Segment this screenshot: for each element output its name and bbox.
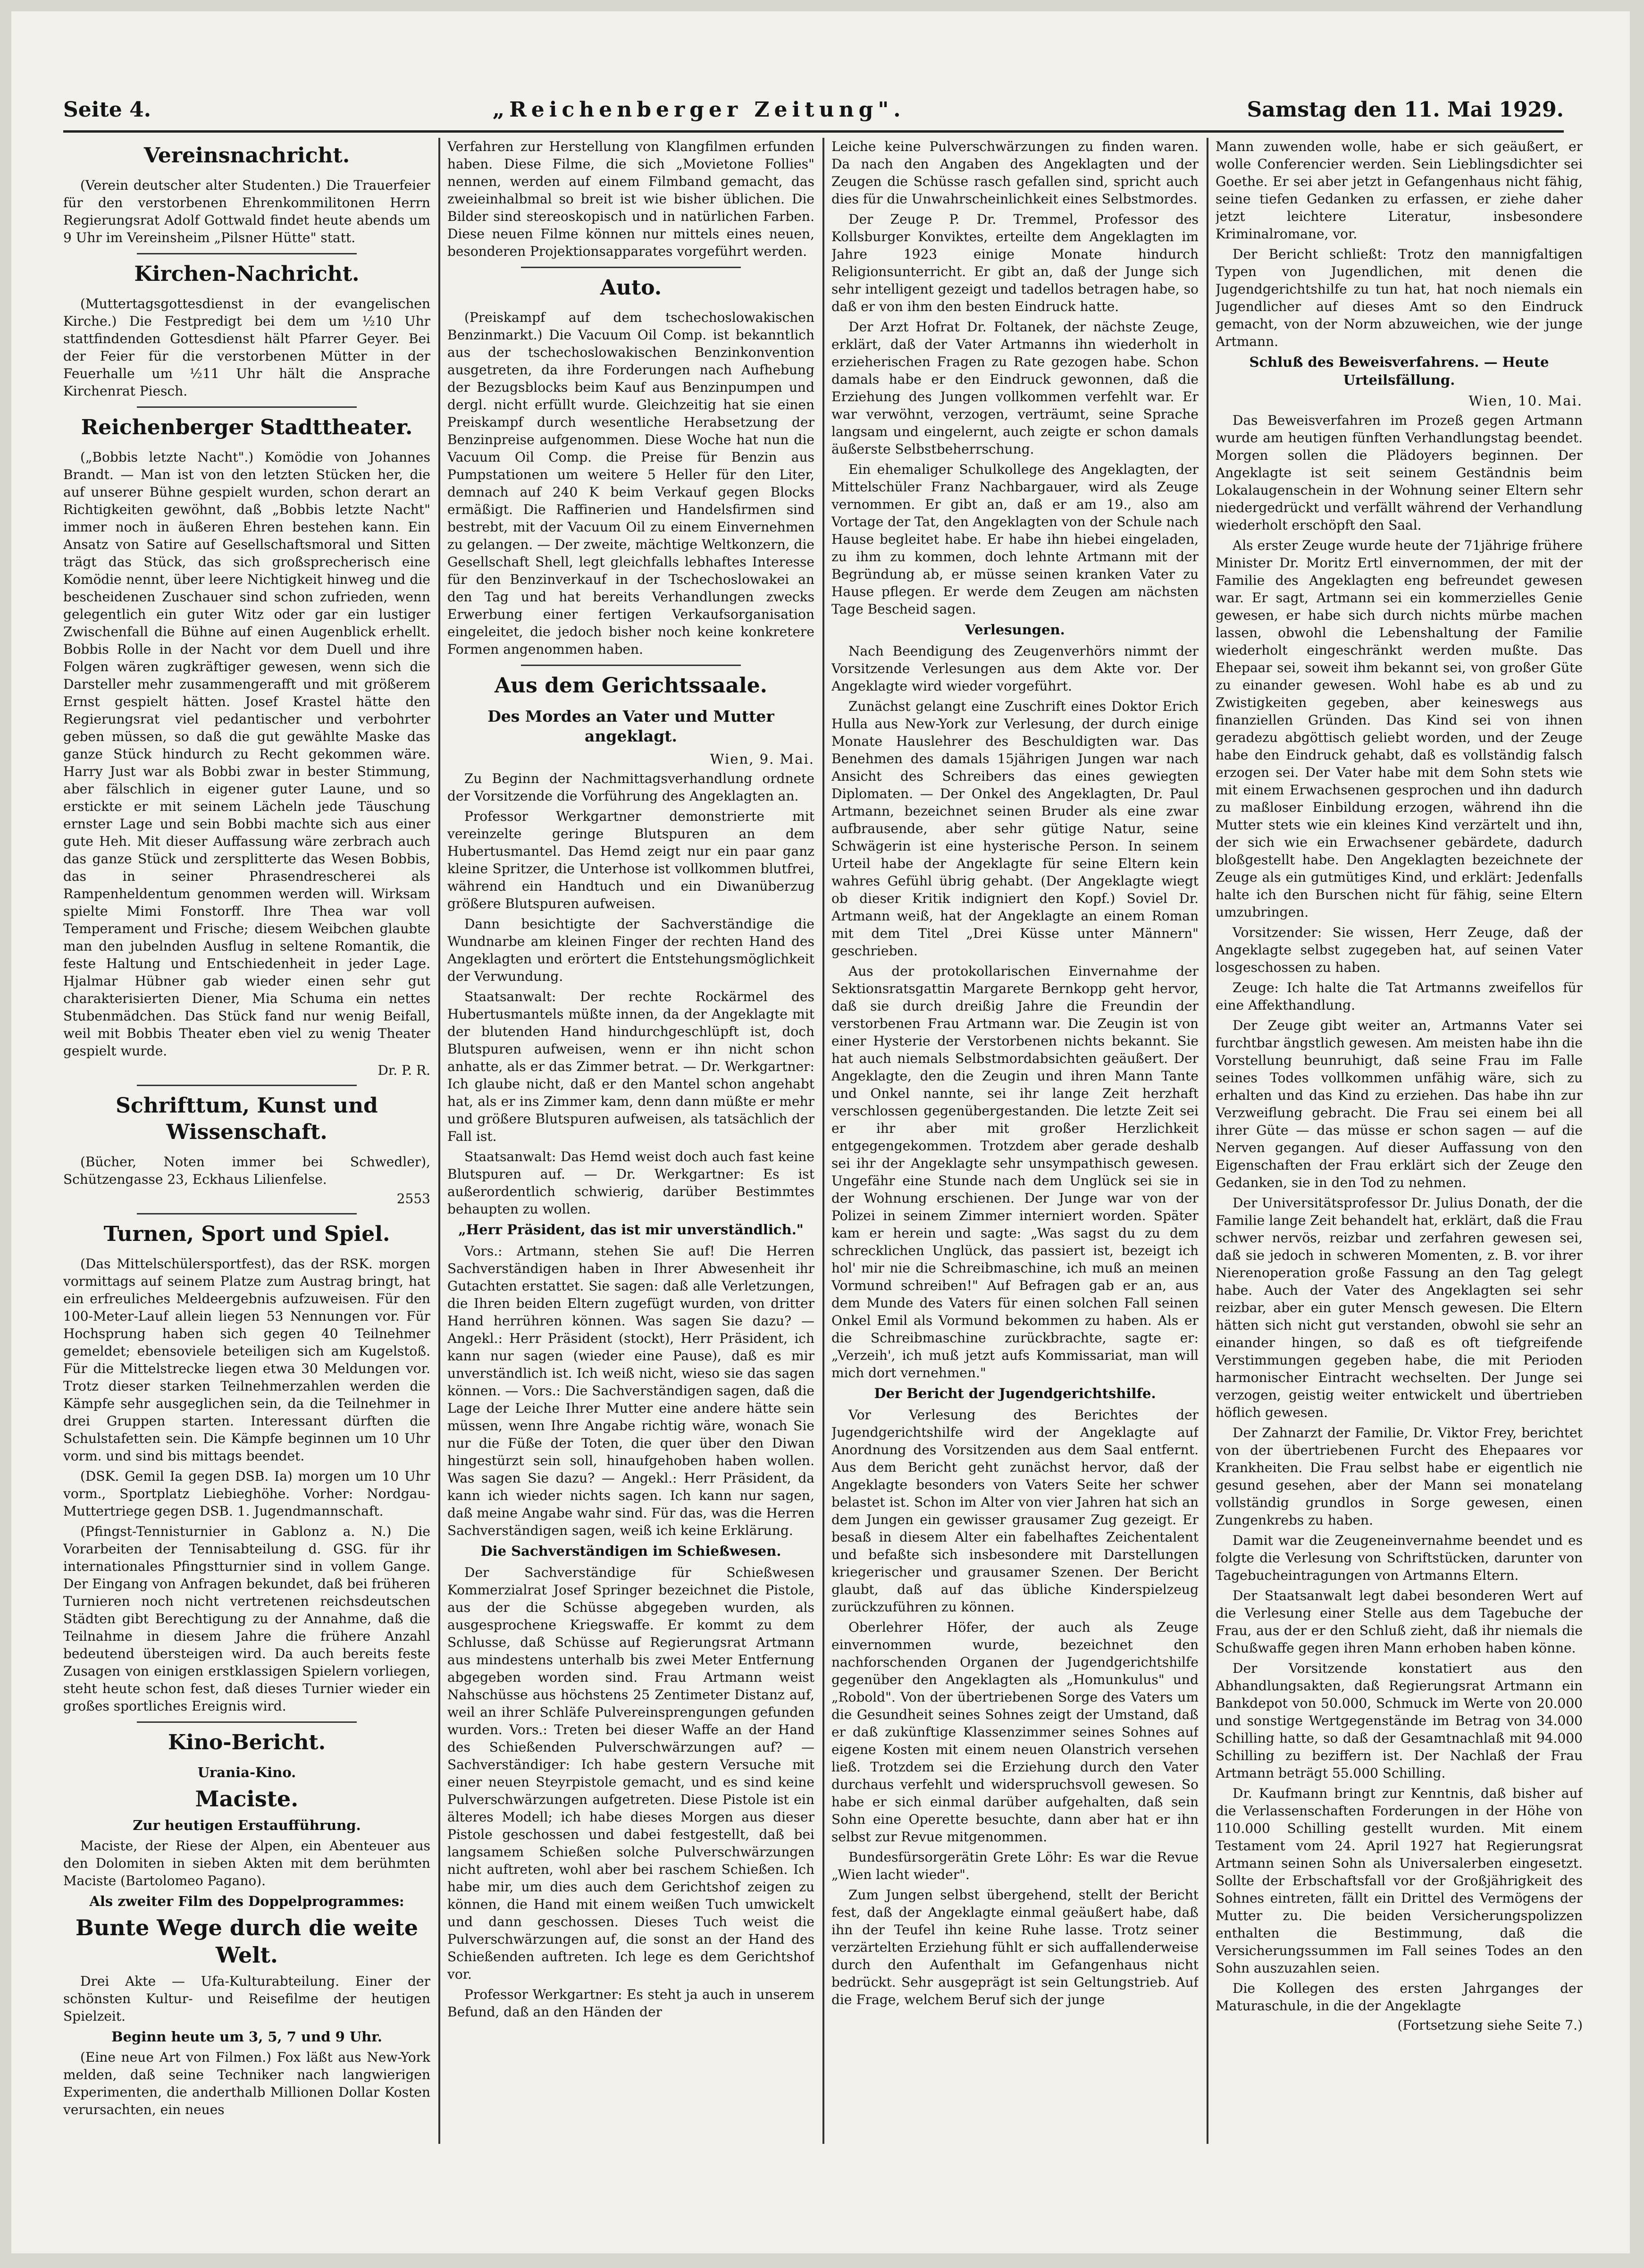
column-divider bbox=[822, 138, 824, 2144]
article-subheading: Zur heutigen Erstaufführung. bbox=[133, 1817, 361, 1833]
issue-date: Samstag den 11. Mai 1929. bbox=[1247, 97, 1564, 122]
article-paragraph: („Bobbis letzte Nacht".) Komödie von Johannes Brandt. — Man ist von den letzten Stücken her, die auf unserer Bühne gespielt wurden, schon derart an Richtigkeiten gewöhnt, daß „Bobbis letzte Nacht" immer noch in äußeren Ehren bestehen kann. Ein Ansatz von Satire auf Gesellschaftsmoral und Sitten trägt das Stück, das sich großsprecherisch eine Komödie nennt, über leere Nichtigkeit hinweg und die bescheidenen Zuschauer sind schon zufrieden, wenn gelegentlich ein guter Witz oder gar ein lustiger Zwischenfall die Bühne auf einen Augenblick erhellt. Bobbis Rolle in der Nacht vor dem Duell und ihre Folgen wären zugkräftiger gewesen, wenn sich die Darsteller mehr zusammengerafft und mit größerem Ernst gespielt hätten. Josef Krastel hätte den Regierungsrat viel pedantischer und verbohrter geben müssen, so daß die gut gewählte Maske das ganze Stück hindurch zu Recht gekommen wäre. Harry Just war als Bobbi zwar in bester Stimmung, aber fälschlich in eigener guter Laune, und so erstickte er mit seinem Lächeln jede Täuschung ernster Lage und sein Bobbi machte sich aus einer gute Heh. Mit dieser Auffassung wäre zerbrach auch das ganze Stück und zersplitterte das Wesen Bobbis, das in seiner Phrasendrescherei als Rampenheldentum genommen werden will. Wirksam spielte Mimi Fonstorff. Ihre Thea war voll Temperament und Frische; diesem Weibchen glaubte man den jubelnden Ausflug in seltene Romantik, die feste Haltung und Entschiedenheit in jeder Lage. Hjalmar Hübner gab wieder einen sehr gut charakterisierten Diener, Mia Schuma ein nettes Stubenmädchen. Das Stück fand nur wenig Beifall, weil mit Bobbis Theater eben viel zu wenig Theater gespielt wurde. bbox=[63, 449, 430, 1059]
section-heading: Turnen, Sport und Spiel. bbox=[103, 1222, 390, 1246]
section-heading: Kirchen-Nachricht. bbox=[134, 262, 360, 286]
article-paragraph: Damit war die Zeugeneinvernahme beendet und es folgte die Verlesung von Schriftstücken, darunter von Tagebucheintragungen von Artmanns Eltern. bbox=[1216, 1533, 1583, 1583]
article-subheading: Als zweiter Film des Doppelprogrammes: bbox=[89, 1893, 404, 1909]
article-paragraph: Leiche keine Pulverschwärzungen zu finden waren. Da nach den Angaben des Angeklagten und der Zeugen die Schüsse rasch gefallen sind, spricht auch dies für die Unwahrscheinlichkeit eines Selbstmordes. bbox=[831, 139, 1199, 207]
page-header bbox=[63, 91, 1564, 128]
section-divider bbox=[137, 1721, 357, 1723]
article-paragraph: Professor Werkgartner demonstrierte mit vereinzelte geringe Blutspuren an dem Hubertusmantel. Das Hemd zeigt nur ein paar ganz kleine Spritzer, die Unterhose ist vollkommen blutfrei, während ein Handtuch und ein Diwanüberzug größere Blutspuren aufweisen. bbox=[447, 809, 814, 911]
article-paragraph: Der Zeuge P. Dr. Tremmel, Professor des Kollsburger Konviktes, erteilte dem Angeklagten im Jahre 1923 einige Monate hindurch Religionsunterricht. Er gibt an, daß der Junge sich sehr intelligent gezeigt und tadellos betragen habe, so daß er von ihm den besten Eindruck hatte. bbox=[831, 211, 1199, 314]
article-paragraph: Bundesfürsorgerätin Grete Löhr: Es war die Revue „Wien lacht wieder". bbox=[831, 1849, 1199, 1882]
film-title: Bunte Wege durch die weite Welt. bbox=[75, 1915, 418, 1968]
article-paragraph: Professor Werkgartner: Es steht ja auch in unserem Befund, daß an den Händen der bbox=[447, 1987, 814, 2020]
column-3 bbox=[831, 138, 1199, 2144]
article-paragraph: Der Bericht schließt: Trotz den mannigfaltigen Typen von Jugendlichen, mit denen die Jugendgerichtshilfe zu tun hat, hat noch niemals ein Jugendlicher auf dieses Amt so den Eindruck gemacht, von der Norm abzuweichen, wie der junge Artmann. bbox=[1216, 246, 1583, 349]
section-divider bbox=[521, 267, 741, 268]
article-paragraph: Nach Beendigung des Zeugenverhörs nimmt der Vorsitzende Verlesungen aus dem Akte vor. Der Angeklagte wird wieder vorgeführt. bbox=[831, 643, 1199, 694]
article-paragraph: Die Kollegen des ersten Jahrganges der Maturaschule, in die der Angeklagte bbox=[1216, 1981, 1583, 2014]
article-paragraph: Verfahren zur Herstellung von Klangfilmen erfunden haben. Diese Filme, die sich „Movietone Follies" nennen, werden auf einem Filmband gemacht, das zweieinhalbmal so breit ist wie bisher üblichen. Die Bilder sind stereoskopisch und in natürlichen Farben. Diese neuen Filme können nur mittels eines neuen, besonderen Projektionsapparates vorgeführt werden. bbox=[447, 139, 814, 259]
section-divider bbox=[137, 1213, 357, 1214]
continuation-note: (Fortsetzung siehe Seite 7.) bbox=[1397, 2017, 1583, 2033]
article-paragraph: Mann zuwenden wolle, habe er sich geäußert, er wolle Conferencier werden. Sein Lieblingsdichter sei Goethe. Er sei aber jetzt in Gefangenhaus nicht fähig, seine tiefen Gedanken zu erfassen, er ziehe daher jetzt leichtere Literatur, insbesondere Kriminalromane, vor. bbox=[1216, 139, 1583, 242]
article-paragraph: Vor Verlesung des Berichtes der Jugendgerichtshilfe wird der Angeklagte auf Anordnung des Vorsitzenden aus dem Saal entfernt. Aus dem Bericht geht zunächst hervor, daß der Angeklagte besonders von Vaters Seite her schwer belastet ist. Schon im Alter von vier Jahren hat sich an dem Jungen ein gewisser grausamer Zug gezeigt. Er besaß in diesem Alter ein fabelhaftes Zeichentalent und befaßte sich insbesondere mit Darstellungen kriegerischer und grausamer Szenen. Der Bericht glaubt, daß auf das übliche Kinderspielzeug zurückzuführen zu können. bbox=[831, 1407, 1199, 1615]
article-paragraph: (Pfingst-Tennisturnier in Gablonz a. N.) Die Vorarbeiten der Tennisabteilung d. GSG. für ihr internationales Pfingstturnier sind in vollem Gange. Der Eingang von Anfragen bekundet, daß bei früheren Turnieren noch nicht vertretenen reichsdeutschen Städten gibt Berechtigung zu der Annahme, daß die Teilnahme in diesem Jahre die frühere Anzahl bedeutend übersteigen wird. Da auch bereits feste Zusagen von einigen erstklassigen Spielern vorliegen, steht heute schon fest, daß dieses Turnier wieder ein großes sportliches Ereignis wird. bbox=[63, 1524, 430, 1714]
article-paragraph: Als erster Zeuge wurde heute der 71jährige frühere Minister Dr. Moritz Ertl einvernommen, der mit der Familie des Angeklagten eng befreundet gewesen war. Er sagt, Artmann sei ein kommerzielles Genie gewesen, er habe sich durch nichts mürbe machen lassen, obwohl die Lebenshaltung der Familie wiederholt eingeschränkt werden mußte. Das Ehepaar sei, soweit ihm bekannt sei, von großer Güte zu einander gewesen. Wohl habe es ab und zu Zwistigkeiten gegeben, aber keineswegs aus finanziellen Gründen. Das Kind sei von ihnen geradezu abgöttisch geliebt worden, und der Zeuge habe den Eindruck gehabt, daß es vollständig falsch erzogen sei. Der Vater habe mit dem Sohn stets wie mit einem Erwachsenen gesprochen und ihn dadurch zu maßloser Einbildung erzogen, während ihn die Mutter stets wie ein kleines Kind verzärtelt und ihn, der sich wie ein Erwachsener gebärdete, dadurch bloßgestellt habe. Den Angeklagten bezeichnete der Zeuge als ein gutmütiges Kind, und erklärt: Jedenfalls halte ich den Burschen nicht für fähig, seine Eltern umzubringen. bbox=[1216, 538, 1583, 920]
article-paragraph: Der Arzt Hofrat Dr. Foltanek, der nächste Zeuge, erklärt, daß der Vater Artmanns ihn wiederholt in erzieherischen Fragen zu Rate gezogen habe. Schon damals habe er den Eindruck gewonnen, daß die Erziehung des Jungen vollkommen verfehlt war. Er war verwöhnt, verzogen, verträumt, seine Sprache langsam und eingelernt, auch zeigte er schon damals äußerste Selbstbeherrschung. bbox=[831, 319, 1199, 457]
article-paragraph: Zunächst gelangt eine Zuschrift eines Doktor Erich Hulla aus New-York zur Verlesung, der durch einige Monate Hauslehrer des Beschuldigten war. Das Benehmen des damals 15jährigen Jungen war nach Ansicht des Schreibers das eines gewiegten Diplomaten. — Der Onkel des Angeklagten, Dr. Paul Artmann, bezeichnet seinen Bruder als eine zwar aufbrausende, aber sehr gütige Natur, seine Schwägerin ist eine hysterische Person. In seinem Urteil habe der Angeklagte für seine Eltern kein wahres Gefühl übrig gehabt. (Der Angeklagte wiegt ob dieser Kritik indigniert den Kopf.) Soviel Dr. Artmann weiß, hat der Angeklagte an einem Roman mit dem Titel „Drei Küsse unter Männern" geschrieben. bbox=[831, 699, 1199, 959]
film-title: Maciste. bbox=[195, 1786, 299, 1812]
article-paragraph: Der Vorsitzende konstatiert aus den Abhandlungsakten, daß Regierungsrat Artmann ein Bankdepot von 50.000, Schmuck im Werte von 20.000 und sonstige Wertgegenstände im Betrag von 34.000 Schilling hatte, so daß der Gesamtnachlaß mit 94.000 Schilling zu beziffern ist. Der Nachlaß der Frau Artmann beträgt 55.000 Schilling. bbox=[1216, 1661, 1583, 1781]
page-number: Seite 4. bbox=[63, 97, 151, 122]
article-paragraph: Aus der protokollarischen Einvernahme der Sektionsratsgattin Margarete Bernkopp geht hervor, daß sie durch dreißig Jahre die Freundin der verstorbenen Frau Artmann war. Die Zeugin ist von einer Hysterie der Verstorbenen nichts bekannt. Sie hat auch niemals Selbstmordabsichten geäußert. Der Angeklagte, den die Zeugin und ihren Mann Tante und Onkel nannte, sei ihr lange Zeit herzhaft verschlossen gegenübergestanden. Die letzte Zeit sei er ihr aber mit großer Herzlichkeit entgegengekommen. Trotzdem aber gerade deshalb sei ihr der Angeklagte sehr unsympathisch gewesen. Ungefähr eine Stunde nach dem Unglück sei sie in der Wohnung erschienen. Der Junge war von der Polizei in seinem Zimmer interniert worden. Später kam er herein und sagte: „Was sagst du zu dem schrecklichen Unglück, das passiert ist, bezeigt ich hol' mir nie die Schreibmaschine, ich muß an meinen Vormund schreiben!" Auf Befragen gab er an, aus dem Munde des Vaters für einen solchen Fall seinen Onkel Emil als Vormund bekommen zu haben. Als er die Schreibmaschine zurückbrachte, sagte er: „Verzeih', ich muß jetzt aufs Kommissariat, man will mich dort vernehmen." bbox=[831, 963, 1199, 1381]
showtimes: Beginn heute um 3, 5, 7 und 9 Uhr. bbox=[111, 2029, 382, 2045]
article-headline: Des Mordes an Vater und Mutter angeklagt. bbox=[487, 707, 774, 745]
article-subheading: Schluß des Beweisverfahrens. — Heute Urteilsfällung. bbox=[1249, 354, 1549, 388]
article-paragraph: (DSK. Gemil Ia gegen DSB. Ia) morgen um 10 Uhr vorm., Sportplatz Liebieghöhe. Vorher: Nordgau-Muttertriege gegen DSB. 1. Jugendmannschaft. bbox=[63, 1468, 430, 1519]
section-heading: Aus dem Gerichtssaale. bbox=[494, 674, 767, 698]
article-paragraph: (Preiskampf auf dem tschechoslowakischen Benzinmarkt.) Die Vacuum Oil Comp. ist bekanntlich aus der tschechoslowakischen Benzinkonvention ausgetreten, da ihre Forderungen nach Aufhebung der Bezugsblocks beim Kauf aus Benzinpumpen und dergl. nicht erfüllt wurde. Gleichzeitig hat sie einen Preiskampf durch wesentliche Herabsetzung der Benzinpreise aufgenommen. Diese Woche hat nun die Vacuum Oil Comp. die Preise für Benzin aus Pumpstationen um weitere 5 Heller für den Liter, demnach auf 240 K beim Verkauf gegen Blocks ermäßigt. Die Raffinerien und Handelsfirmen sind bestrebt, mit der Vacuum Oil zu einem Einvernehmen zu gelangen. — Der zweite, mächtige Weltkonzern, die Gesellschaft Shell, legt gleichfalls lebhaftes Interesse für den Benzinverkauf in der Tschechoslowakei an den Tag und hat bereits Verhandlungen zwecks Erwerbung einer fertigen Verkaufsorganisation eingeleitet, die jedoch bisher noch keine konkretere Formen angenommen haben. bbox=[447, 310, 814, 657]
section-divider bbox=[137, 253, 357, 254]
article-paragraph: Das Beweisverfahren im Prozeß gegen Artmann wurde am heutigen fünften Verhandlungstag beendet. Morgen sollen die Plädoyers beginnen. Der Angeklagte ist seit seinem Geständnis beim Lokalaugenschein in der Wohnung seiner Eltern sehr niedergedrückt und verfällt während der Verhandlung wiederholt erschöpft den Saal. bbox=[1216, 413, 1583, 533]
article-paragraph: Staatsanwalt: Das Hemd weist doch auch fast keine Blutspuren auf. — Dr. Werkgartner: Es ist außerordentlich schwierig, darüber Bestimmtes behaupten zu wollen. bbox=[447, 1149, 814, 1217]
article-paragraph: Oberlehrer Höfer, der auch als Zeuge einvernommen wurde, bezeichnet den nachforschenden Organen der Jugendgerichtshilfe gegenüber den Angeklagten als „Homunkulus" und „Robold". Von der übertriebenen Sorge des Vaters um die Gesundheit seines Sohnes zeigt der Umstand, daß er daß zukünftige Klassenzimmer seines Sohnes auf eigene Kosten mit einem neuen Olanstrich versehen ließ. Trotzdem sei die Erziehung durch den Vater durchaus verfehlt und widerspruchsvoll gewesen. So habe er sich einmal darüber aufgehalten, daß sein Sohn eine Operette besuchte, dann aber hat er ihn selbst zur Revue mitgenommen. bbox=[831, 1619, 1199, 1845]
section-heading: Auto. bbox=[600, 276, 662, 300]
dateline: Wien, 10. Mai. bbox=[1468, 393, 1583, 409]
article-subheading: Die Sachverständigen im Schießwesen. bbox=[480, 1543, 781, 1559]
header-rule bbox=[63, 130, 1564, 133]
ad-number: 2553 bbox=[396, 1191, 430, 1206]
section-heading: Schrifttum, Kunst und Wissenschaft. bbox=[116, 1094, 378, 1144]
article-paragraph: Vors.: Artmann, stehen Sie auf! Die Herren Sachverständigen haben in Ihrer Abwesenheit ihr Gutachten erstattet. Sie sagen: daß alle Verletzungen, die Ihren beiden Eltern zugefügt wurden, von dritter Hand herrühren können. Was sagen Sie dazu? — Angekl.: Herr Präsident (stockt), Herr Präsident, ich kann nur sagen (wieder eine Pause), daß es mir unverständlich ist. Ich weiß nicht, wieso sie das sagen können. — Vors.: Die Sachverständigen sagen, daß die Lage der Leiche Ihrer Mutter eine andere hätte sein müssen, wenn Ihre Angabe richtig wäre, wonach Sie nur die Füße der Toten, die quer über den Diwan hingestürzt sein soll, hinaufgehoben haben wollen. Was sagen Sie dazu? — Angekl.: Herr Präsident, da kann ich wieder nichts sagen. Ich kann nur sagen, daß meine Angabe wahr sind. Für das, was die Herren Sachverständigen sagen, weiß ich keine Erklärung. bbox=[447, 1243, 814, 1538]
section-divider bbox=[137, 406, 357, 408]
column-2 bbox=[447, 138, 814, 2144]
cinema-name: Urania-Kino. bbox=[197, 1764, 296, 1780]
article-paragraph: (Eine neue Art von Filmen.) Fox läßt aus New-York melden, daß seine Techniker nach langwierigen Experimenten, die anderthalb Millionen Dollar Kosten verursachten, ein neues bbox=[63, 2049, 430, 2117]
column-divider bbox=[438, 138, 440, 2144]
article-paragraph: (Verein deutscher alter Studenten.) Die Trauerfeier für den verstorbenen Ehrenkommilitonen Herrn Regierungsrat Adolf Gottwald findet heute abends um 9 Uhr im Vereinsheim „Pilsner Hütte" statt. bbox=[63, 177, 430, 245]
article-paragraph: Der Universitätsprofessor Dr. Julius Donath, der die Familie lange Zeit behandelt hat, erklärt, daß die Frau schwer nervös, reizbar und zerfahren gewesen sei, daß sie jedoch in schweren Momenten, z. B. vor ihrer Nierenoperation große Fassung an den Tag gelegt habe. Auch der Vater des Angeklagten sei sehr reizbar, aber ein guter Mensch gewesen. Die Eltern hätten sich nicht gut verstanden, obwohl sie sehr an einander hingen, so daß es oft tiefgreifende Verstimmungen gegeben habe, die mit Perioden harmonischer Eintracht wechselten. Der Junge sei verzogen, geistig weiter entwickelt und übertrieben höflich gewesen. bbox=[1216, 1195, 1583, 1420]
article-paragraph: Maciste, der Riese der Alpen, ein Abenteuer aus den Dolomiten in sieben Akten mit dem berühmten Maciste (Bartolomeo Pagano). bbox=[63, 1838, 430, 1889]
section-divider bbox=[137, 1085, 357, 1086]
article-paragraph: (Bücher, Noten immer bei Schwedler), Schützengasse 23, Eckhaus Lilienfelse. bbox=[63, 1154, 430, 1187]
column-4 bbox=[1216, 138, 1583, 2144]
article-subheading: Verlesungen. bbox=[965, 622, 1065, 638]
newspaper-title: „Reichenberger Zeitung". bbox=[492, 97, 906, 122]
article-paragraph: Vorsitzender: Sie wissen, Herr Zeuge, daß der Angeklagte selbst zugegeben hat, auf seinen Vater losgeschossen zu haben. bbox=[1216, 925, 1583, 975]
article-paragraph: Drei Akte — Ufa-Kulturabteilung. Einer der schönsten Kultur- und Reisefilme der heutigen Spielzeit. bbox=[63, 1973, 430, 2024]
article-paragraph: Staatsanwalt: Der rechte Rockärmel des Hubertusmantels müßte innen, da der Angeklagte mit der blutenden Hand hindurchgeschlüpft ist, doch Blutspuren aufweisen, wenn er ihn nicht schon anhatte, als er das Zimmer betrat. — Dr. Werkgartner: Ich glaube nicht, daß er den Mantel schon angehabt hat, als er ins Zimmer kam, denn dann müßte er mehr und größere Blutspuren aufweisen, als tatsächlich der Fall ist. bbox=[447, 989, 814, 1144]
article-paragraph: Zum Jungen selbst übergehend, stellt der Bericht fest, daß der Angeklagte einmal geäußert habe, daß ihn der Teufel ihn keine Ruhe lasse. Trotz seiner verzärtelten Erziehung fühlt er sich auffallenderweise durch den Aufenthalt im Gefangenhaus nicht bedrückt. Sehr ausgeprägt ist sein Geltungstrieb. Auf die Frage, welchem Beruf sich der junge bbox=[831, 1887, 1199, 2007]
article-paragraph: Der Zeuge gibt weiter an, Artmanns Vater sei furchtbar ängstlich gewesen. Am meisten habe ihn die Vorstellung beunruhigt, daß seine Frau im Falle seines Todes vollkommen unfähig wäre, sich zu erhalten und das Kind zu erziehen. Das habe ihn zur Verzweiflung gebracht. Die Frau sei einem bei all ihrer Güte — das müsse er schon sagen — auf die Nerven gegangen. Auf dieser Auffassung von den Eigenschaften der Frau erklärt sich der Zeuge den Gedanken, sie in den Tod zu nehmen. bbox=[1216, 1018, 1583, 1190]
article-paragraph: Der Staatsanwalt legt dabei besonderen Wert auf die Verlesung einer Stelle aus dem Tagebuche der Frau, aus der er den Schluß zieht, daß ihr niemals die Schußwaffe gegen ihren Mann erhoben haben könne. bbox=[1216, 1588, 1583, 1656]
article-subheading: Der Bericht der Jugendgerichtshilfe. bbox=[874, 1385, 1156, 1401]
article-paragraph: Dann besichtigte der Sachverständige die Wundnarbe am kleinen Finger der rechten Hand des Angeklagten und erörtert die Entstehungsmöglichkeit der Verwundung. bbox=[447, 916, 814, 984]
article-subheading: „Herr Präsident, das ist mir unverständlich." bbox=[458, 1222, 804, 1238]
section-heading: Vereinsnachricht. bbox=[143, 143, 350, 168]
article-paragraph: Der Zahnarzt der Familie, Dr. Viktor Frey, berichtet von der übertriebenen Furcht des Ehepaares vor Krankheiten. Die Frau selbst habe er eigentlich nie gesund gesehen, aber der Mann sei monatelang vollständig grundlos in Sorge gewesen, einen Zungenkrebs zu haben. bbox=[1216, 1425, 1583, 1528]
article-paragraph: (Muttertagsgottesdienst in der evangelischen Kirche.) Die Festpredigt bei dem um ½10 Uhr stattfindenden Gottesdienst hält Pfarrer Geyer. Bei der Feier für die verstorbenen Mütter in der Feuerhalle um ½11 Uhr hält die Ansprache Kirchenrat Piesch. bbox=[63, 296, 430, 399]
section-divider bbox=[521, 665, 741, 666]
article-paragraph: (Das Mittelschülersportfest), das der RSK. morgen vormittags auf seinem Platze zum Austrag bringt, hat ein erfreuliches Meldeergebnis aufzuweisen. Für den 100-Meter-Lauf allein liegen 53 Nennungen vor. Für Hochsprung haben sich gegen 40 Teilnehmer gemeldet; ebensoviele beteiligen sich am Kugelstoß. Für die Mittelstrecke liegen etwa 30 Meldungen vor. Trotz dieser starken Teilnehmerzahlen werden die Kämpfe sehr ausgeglichen sein, da die Teilnehmer in drei Gruppen starten. Interessant dürften die Schulstafetten sein. Die Kämpfe beginnen um 10 Uhr vorm. und sind bis mittags beendet. bbox=[63, 1256, 430, 1464]
article-paragraph: Zu Beginn der Nachmittagsverhandlung ordnete der Vorsitzende die Vorführung des Angeklagten an. bbox=[447, 771, 814, 804]
author-signature: Dr. P. R. bbox=[377, 1062, 430, 1078]
section-heading: Kino-Bericht. bbox=[168, 1730, 326, 1754]
article-paragraph: Dr. Kaufmann bringt zur Kenntnis, daß bisher auf die Verlassenschaften Forderungen in der Höhe von 110.000 Schilling gestellt wurden. Mit einem Testament vom 24. April 1927 hat Regierungsrat Artmann seinen Sohn als Universalerben eingesetzt. Sollte der Erbschaftsfall vor der Großjährigkeit des Sohnes eintreten, fällt ein Drittel des Vermögens der Mutter zu. Die beiden Versicherungspolizzen enthalten die Bestimmung, daß die Versicherungssummen im Fall seines Todes an den Sohn auszuzahlen seien. bbox=[1216, 1786, 1583, 1976]
section-heading: Reichenberger Stadttheater. bbox=[81, 415, 413, 439]
column-divider bbox=[1207, 138, 1208, 2144]
newspaper-page bbox=[11, 11, 1630, 2253]
article-paragraph: Zeuge: Ich halte die Tat Artmanns zweifellos für eine Affekthandlung. bbox=[1216, 980, 1583, 1013]
article-paragraph: Der Sachverständige für Schießwesen Kommerzialrat Josef Springer bezeichnet die Pistole, aus der die Schüsse abgegeben wurden, als ausgesprochene Kriegswaffe. Er kommt zu dem Schlusse, daß Schüsse auf Regierungsrat Artmann aus mindestens unterhalb bis zwei Meter Entfernung abgegeben worden sind. Frau Artmann weist Nahschüsse aus höchstens 25 Zentimeter Distanz auf, weil an ihrer Schläfe Pulvereinsprengungen gefunden wurden. Vors.: Treten bei dieser Waffe an der Hand des Schießenden Pulverschwärzungen auf? — Sachverständiger: Ich habe gestern Versuche mit einer neuen Steyrpistole gemacht, und es sind keine Pulverschwärzungen aufgetreten. Diese Pistole ist ein älteres Modell; ich habe dieses Morgen aus dieser Pistole geschossen und dabei festgestellt, daß bei langsamem Schießen solche Pulverschwärzungen nicht auftreten, wohl aber bei raschem Schießen. Ich habe mir, um dies auch dem Gerichtshof zeigen zu können, die Hand mit einem weißen Tuch umwickelt und dann geschossen. Dieses Tuch weist die Pulverschwärzungen auf, die sonst an der Hand des Schießenden auftreten. Ich lege es dem Gerichtshof vor. bbox=[447, 1565, 814, 1982]
article-paragraph: Ein ehemaliger Schulkollege des Angeklagten, der Mittelschüler Franz Nachbargauer, wird als Zeuge vernommen. Er gibt an, daß er am 19., also am Vortage der Tat, den Angeklagten von der Schule nach Hause begleitet habe. Er habe ihn hiebei eingeladen, zu ihm zu kommen, doch lehnte Artmann mit der Begründung ab, er müsse seinen kranken Vater zu Hause pflegen. Er werde dem Zeugen am nächsten Tage Bescheid sagen. bbox=[831, 462, 1199, 617]
dateline: Wien, 9. Mai. bbox=[710, 751, 814, 767]
column-1 bbox=[63, 138, 430, 2144]
